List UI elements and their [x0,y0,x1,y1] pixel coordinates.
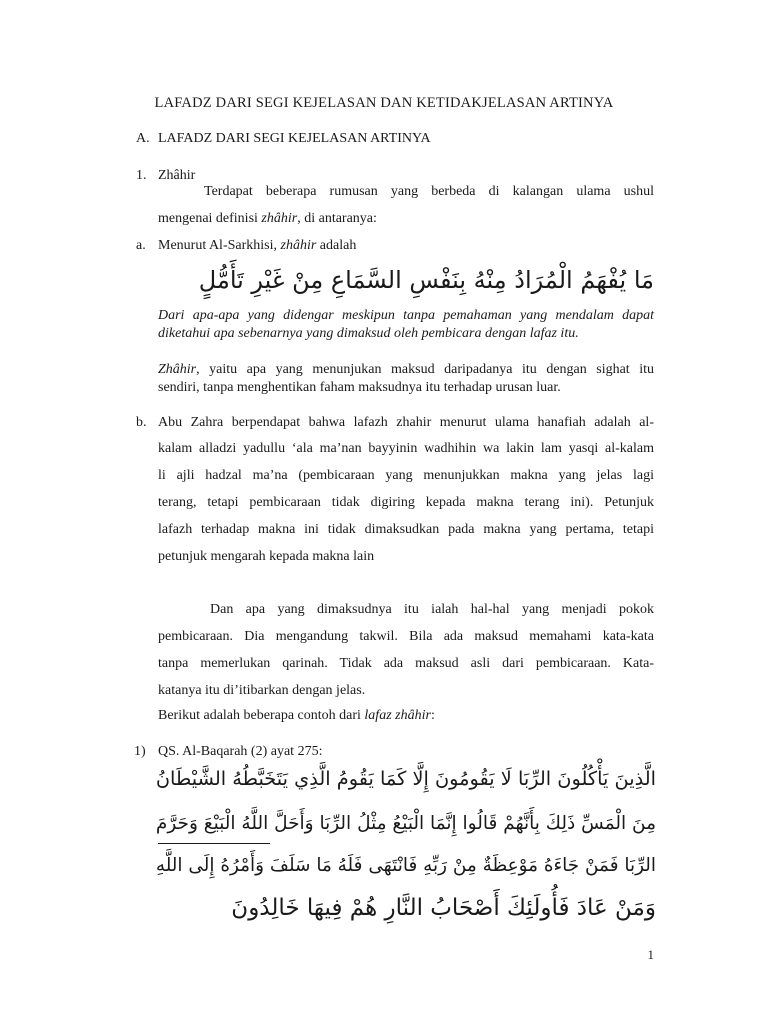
point-a-marker: a. [136,238,146,253]
point-b-line: lafazh terhadap makna ini tidak dimaksudkan pada makna yang pertama, tetapi [158,522,654,537]
translation-line-1: Dari apa-apa yang didengar meskipun tanpa pemahaman yang mendalam dapat [158,308,654,323]
arabic-definition: مَا يُفْهَمُ الْمُرَادُ مِنْهُ بِنَفْسِ السَّمَاعِ مِنْ غَيْرِ تَأَمُّلٍ [198,266,654,294]
quran-verse-line: الرِّبَا فَمَنْ جَاءَهُ مَوْعِظَةٌ مِنْ رَبِّهِ فَانْتَهَى فَلَهُ مَا سَلَفَ وَأَمْرُهُ إِلَى اللَّهِ [155,855,656,876]
intro-line-1: Terdapat beberapa rumusan yang berbeda di kalangan ulama ushul [204,184,654,199]
example-1-marker: 1) [134,744,146,759]
quran-verse-line: مِنَ الْمَسِّ ذَلِكَ بِأَنَّهُمْ قَالُوا إِنَّمَا الْبَيْعُ مِثْلُ الرِّبَا وَأَحَلَّ اللَّهُ الْبَيْعَ وَحَرَّمَ [155,813,656,834]
point-b-line: Abu Zahra berpendapat bahwa lafazh zhahir menurut ulama hanafiah adalah al- [158,415,654,430]
point-b-line: li ajli hadzal ma’na (pembicaraan yang menunjukkan makna yang jelas lagi [158,468,654,483]
translation-line-2: diketahui apa sebenarnya yang dimaksud oleh pembicara dengan lafaz itu. [158,326,579,341]
item-1-heading: Zhâhir [158,168,196,183]
para2-line: tanpa memerlukan qarinah. Tidak ada maksud asli dari pembicaraan. Kata- [158,656,654,671]
example-1-reference: QS. Al-Baqarah (2) ayat 275: [158,744,323,759]
para2-line: pembicaraan. Dia mengandung takwil. Bila ada maksud memahami kata-kata [158,629,654,644]
page-number: 1 [647,947,654,962]
quran-verse-line: الَّذِينَ يَأْكُلُونَ الرِّبَا لَا يَقُومُونَ إِلَّا كَمَا يَقُومُ الَّذِي يَتَخَبَّطُهُ الشَّيْطَانُ [155,767,656,790]
explanation-line-2: sendiri, tanpa menghentikan faham maksudnya itu terhadap urusan luar. [158,380,561,395]
quran-verse-line: وَمَنْ عَادَ فَأُولَئِكَ أَصْحَابُ النَّارِ هُمْ فِيهَا خَالِدُونَ [231,895,656,921]
section-a-marker: A. [136,131,150,146]
para2-line: Dan apa yang dimaksudnya itu ialah hal-hal yang menjadi pokok [210,602,654,617]
examples-intro: Berikut adalah beberapa contoh dari lafaz zhâhir: [158,708,435,723]
item-1-marker: 1. [136,168,147,183]
point-b-marker: b. [136,415,147,430]
point-b-line: kalam alladzi yadullu ‘ala ma’nan bayyinin wadhihin wa lakin lam yasqi al-kalam [158,441,654,456]
document-title: LAFADZ DARI SEGI KEJELASAN DAN KETIDAKJELASAN ARTINYA [154,95,614,111]
point-a-label: Menurut Al-Sarkhisi, zhâhir adalah [158,238,357,253]
point-b-line: terang, tetapi pembicaraan tidak digiring kepada makna terang ini). Petunjuk [158,495,654,510]
para2-line: katanya itu di’itibarkan dengan jelas. [158,683,366,698]
verse-underline [158,843,270,844]
section-a-heading: LAFADZ DARI SEGI KEJELASAN ARTINYA [158,131,431,146]
point-b-line: petunjuk mengarah kepada makna lain [158,549,375,564]
intro-line-2: mengenai definisi zhâhir, di antaranya: [158,211,377,226]
explanation-line-1: Zhâhir, yaitu apa yang menunjukan maksud daripadanya itu dengan sighat itu [158,362,654,377]
